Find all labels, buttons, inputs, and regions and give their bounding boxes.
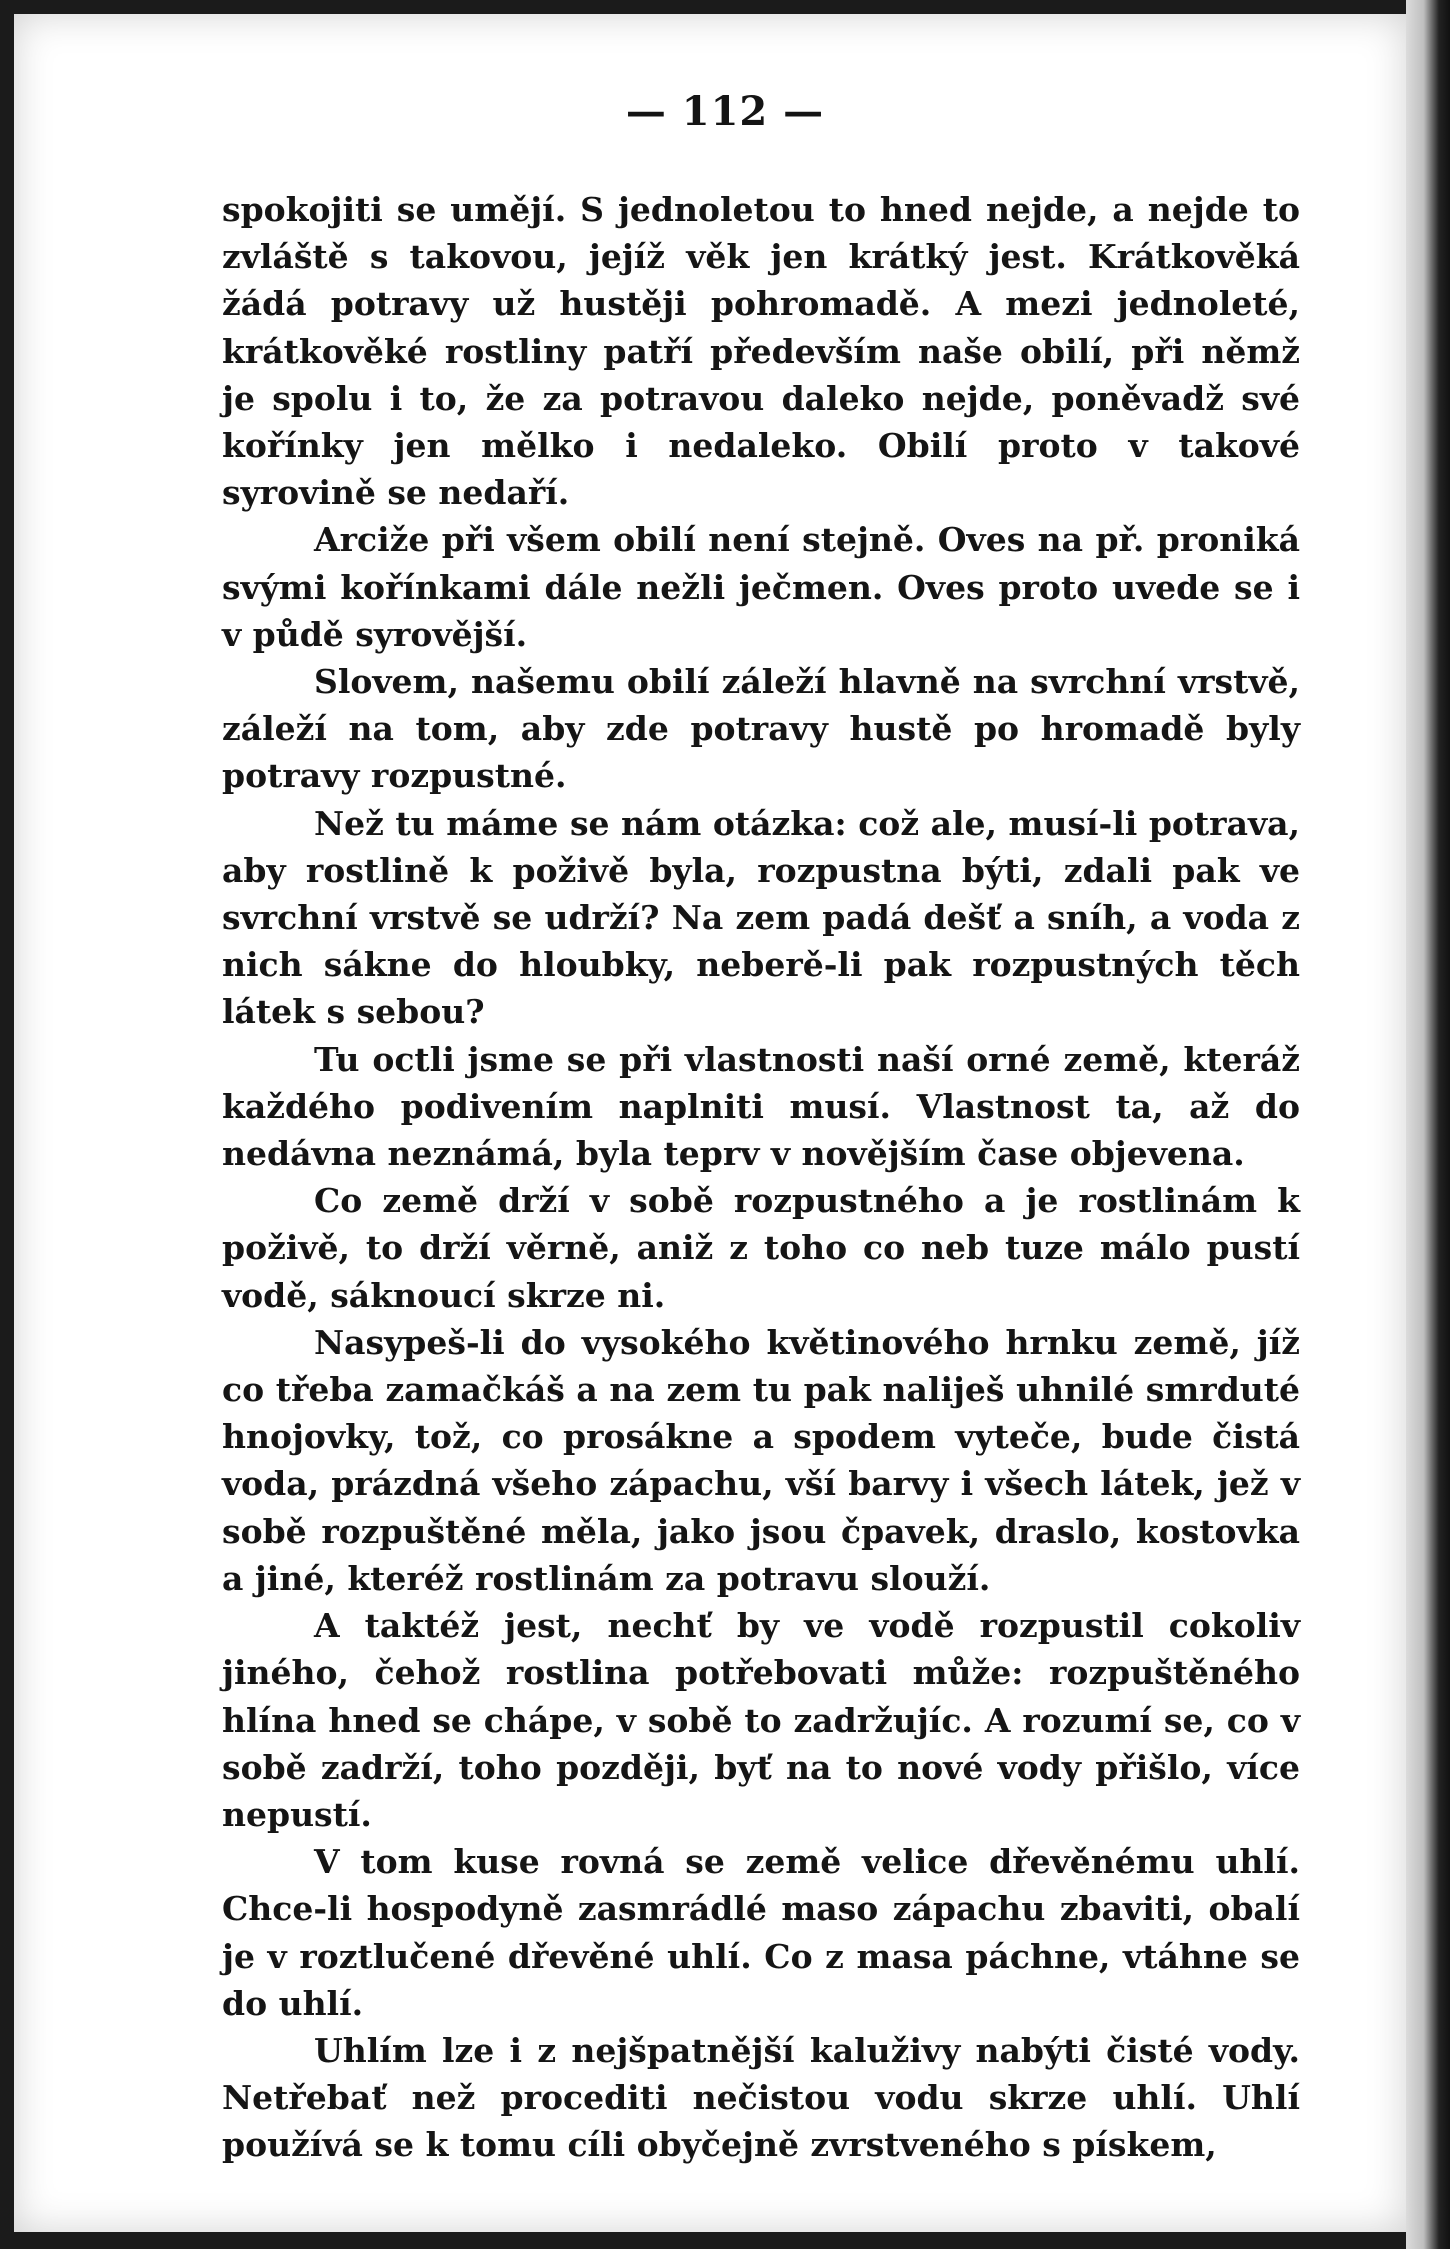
paragraph-4: Než tu máme se nám otázka: což ale, musí-li potrava, aby rostlině k poživě byla, rozpustna býti, zdali pak ve svrchní vrstvě se udrží? Na zem padá dešť a sníh, a voda z nich sákne do hloubky, neberě-li pak rozpustných těch látek s sebou? xyxy=(222,803,1300,1032)
paragraph-3: Slovem, našemu obilí záleží hlavně na svrchní vrstvě, záleží na tom, aby zde potravy hustě po hromadě byly potravy rozpustné. xyxy=(222,662,1300,796)
paragraph-9: V tom kuse rovná se země velice dřevěnému uhlí. Chce-li hospodyně zasmrádlé maso zápachu zbaviti, obalí je v roztlučené dřevěné uhlí. Co z masa páchne, vtáhne se do uhlí. xyxy=(222,1842,1300,2023)
paragraph-10: Uhlím lze i z nejšpatnější kaluživy nabýti čisté vody. Netřebať než procediti nečistou vodu skrze uhlí. Uhlí používá se k tomu cíli obyčejně zvrstveného s pískem, xyxy=(222,2030,1300,2165)
page-number: — 112 — xyxy=(625,88,825,135)
paragraph-6: Co země drží v sobě rozpustného a je rostlinám k poživě, to drží věrně, aniž z toho co neb tuze málo pustí vodě, sáknoucí skrze ni. xyxy=(222,1181,1300,1315)
paragraph-2: Arciže při všem obilí není stejně. Oves na př. proniká svými kořínkami dále nežli ječmen. Oves proto uvede se i v půdě syrovější. xyxy=(222,520,1300,654)
paragraph-8: A taktéž jest, nechť by ve vodě rozpustil cokoliv jiného, čehož rostlina potřebovati může: rozpuštěného hlína hned se chápe, v sobě to zadržujíc. A rozumí se, co v sobě zadrží, toho později, byť na to nové vody přišlo, více nepustí. xyxy=(222,1606,1300,1834)
paragraph-5: Tu octli jsme se při vlastnosti naší orné země, kteráž každého podivením naplniti musí. Vlastnost ta, až do nedávna neznámá, byla teprv v novějším čase objevena. xyxy=(222,1039,1300,1174)
paragraph-7: Nasypeš-li do vysokého květinového hrnku země, jíž co třeba zamačkáš a na zem tu pak naliješ uhnilé smrduté hnojovky, tož, co prosákne a spodem vyteče, bude čistá voda, prázdná všeho zápachu, vší barvy i všech látek, jež v sobě rozpuštěné měla, jako jsou čpavek, draslo, kostovka a jiné, kteréž rostlinám za potravu slouží. xyxy=(222,1322,1300,1598)
body-text xyxy=(222,186,1300,2169)
page-edge-shadow xyxy=(1406,0,1450,2249)
paragraph-1: spokojiti se umějí. S jednoletou to hned nejde, a nejde to zvláště s takovou, jejíž věk jen krátký jest. Krátkověká žádá potravy už hustěji pohromadě. A mezi jednoleté, krátkověké rostliny patří především naše obilí, při němž je spolu i to, že za potravou daleko nejde, poněvadž své kořínky jen mělko i nedaleko. Obilí proto v takové syrovině se nedaří. xyxy=(222,190,1300,513)
